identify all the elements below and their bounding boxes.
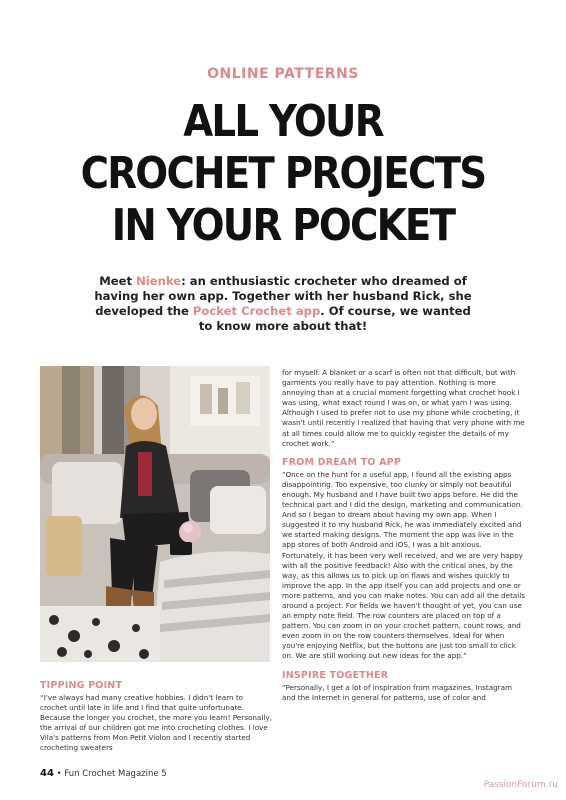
article-photo xyxy=(40,366,270,662)
body-paragraph: “Personally, I get a lot of inspiration from magazines, Instagram and the Internet in general for patterns, use of color and xyxy=(282,682,513,702)
intro-text-2: : an enthusiastic crocheter who dreamed of having her own app. Together with her husband Rick, she developed the xyxy=(94,274,472,318)
body-paragraph: for myself. A blanket or a scarf is often not that difficult, but with garments you really have to pay attention. Nothing is more annoying than at a crucial moment forgetting what crochet hook I was using, what exact round I was on, or what yarn I was using. Although I used to prefer not to use my phone while crocheting, it wasn't until recently I realized that having that very phone with me at all times could allow me to quickly register the details of my crochet work.” xyxy=(282,368,525,448)
body-paragraph: “Once on the hunt for a useful app, I found all the existing apps disappointing. Too expensive, too clunky or simply not beautiful enough. My husband and I have built two apps before. He did the technical part and I did the design, marketing and communication. And so I began to dream about having my own app. When I suggested it to my husband Rick, he was immediately excited and we started making designs. The moment the app was live in the app stores of both Android and iOS, I was a bit anxious. Fortunately, it has been very well received, and we are very happy with all the positive feedback! Also with the critical ones, by the way, as this allows us to pick up on flaws and wishes quickly to improve the app. In the app itself you can add projects and one or more patterns, and you can make notes. You can add all the details around a project. For fields we haven't thought of yet, you can use an empty note field. The row counters are placed on top of a pattern. You can zoom in on your crochet pattern, count rows, and even zoom in on the row counters themselves. Ideal for when you're enjoying Netflix, but the buttons are just too small to click on. We are still working out new ideas for the app.” xyxy=(282,469,526,661)
headline-line-1: ALL YOUR xyxy=(183,96,383,147)
headline-line-3: IN YOUR POCKET xyxy=(111,200,455,251)
page-number: 44 xyxy=(40,768,54,779)
intro-name-highlight: Nienke xyxy=(136,274,182,288)
right-column xyxy=(282,368,526,703)
section-kicker: ONLINE PATTERNS xyxy=(207,66,359,82)
page-headline xyxy=(34,96,532,252)
intro-paragraph xyxy=(90,274,476,334)
intro-text-3: . Of course, we wanted to know more about that! xyxy=(198,304,471,333)
photo-illustration xyxy=(40,366,270,662)
magazine-name: Fun Crochet Magazine 5 xyxy=(64,769,167,779)
section-title-from-dream-to-app: FROM DREAM TO APP xyxy=(282,456,401,468)
body-paragraph: “I've always had many creative hobbies. I didn't learn to crochet until late in life and I find that quite unfortunate. Because the longer you crochet, the more you learn! Personally, the arrival of our children got me into crocheting clothes. I love Vila's patterns from Mon Petit Violon and I recently started crocheting sweaters xyxy=(40,693,272,753)
intro-app-highlight: Pocket Crochet app xyxy=(192,304,321,318)
watermark: PassionForum.ru xyxy=(483,780,558,790)
intro-text-1: Meet xyxy=(99,274,137,288)
headline-line-2: CROCHET PROJECTS xyxy=(80,148,486,199)
section-title-inspire-together: INSPIRE TOGETHER xyxy=(282,669,389,681)
left-column xyxy=(40,680,272,754)
page-footer xyxy=(40,768,167,779)
section-title-tipping-point: TIPPING POINT xyxy=(40,680,123,691)
footer-separator: • xyxy=(56,769,62,779)
